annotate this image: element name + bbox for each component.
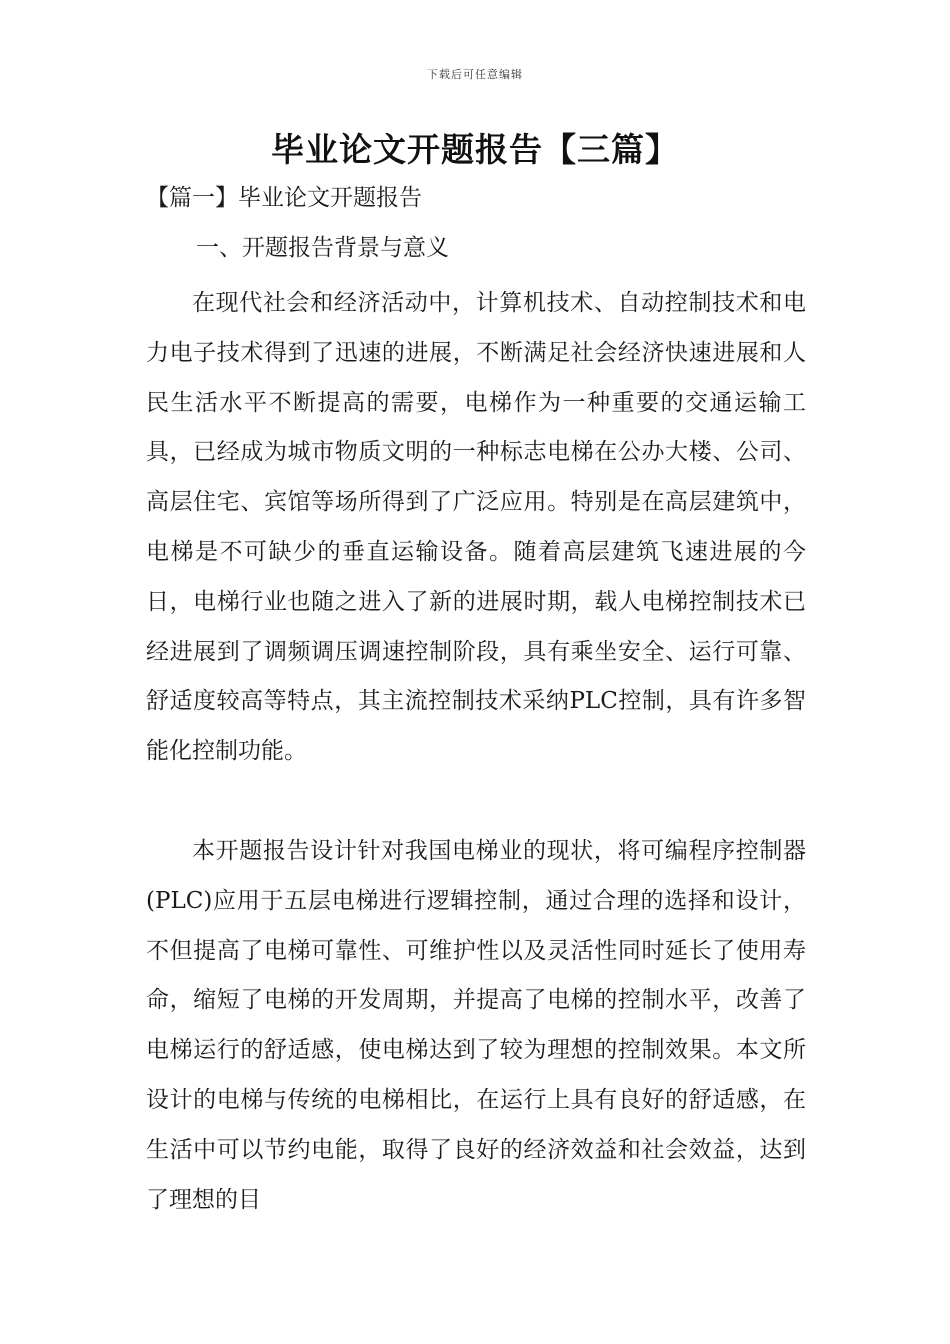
subsection-heading: 一、开题报告背景与意义 [196, 235, 449, 261]
body-paragraph-2: 本开题报告设计针对我国电梯业的现状，将可编程序控制器(PLC)应用于五层电梯进行逻辑控制，通过合理的选择和设计，不但提高了电梯可靠性、可维护性以及灵活性同时延长了使用寿命，缩短了电梯的开发周期，并提高了电梯的控制水平，改善了电梯运行的舒适感，使电梯达到了较为理想的控制效果。本文所设计的电梯与传统的电梯相比，在运行上具有良好的舒适感，在生活中可以节约电能，取得了良好的经济效益和社会效益，达到了理想的目 [146, 838, 806, 1213]
body-paragraph-1: 在现代社会和经济活动中，计算机技术、自动控制技术和电力电子技术得到了迅速的进展，不断满足社会经济快速进展和人民生活水平不断提高的需要，电梯作为一种重要的交通运输工具，已经成为城市物质文明的一种标志电梯在公办大楼、公司、高层住宅、宾馆等场所得到了广泛应用。特别是在高层建筑中，电梯是不可缺少的垂直运输设备。随着高层建筑飞速进展的今日，电梯行业也随之进入了新的进展时期，载人电梯控制技术已经进展到了调频调压调速控制阶段，具有乘坐安全、运行可靠、舒适度较高等特点，其主流控制技术采纳PLC控制，具有许多智能化控制功能。 [146, 290, 806, 765]
header-note: 下载后可任意编辑 [427, 68, 523, 81]
section-heading: 【篇一】毕业论文开题报告 [146, 185, 422, 211]
document-title: 毕业论文开题报告【三篇】 [271, 130, 679, 169]
